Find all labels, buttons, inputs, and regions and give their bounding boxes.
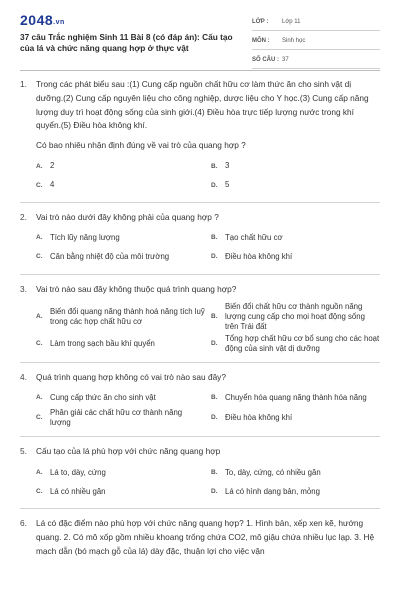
question-text: Trong các phát biểu sau :(1) Cung cấp nguồn chất hữu cơ làm thức ăn cho sinh vật dị dưỡng.(2) Cung cấp nguyên liệu cho công nghiệp, dược liệu cho Y học.(3) Cung cấp năng lượng duy trì hoạt động sống của sinh giới.(4) Điều hòa trực tiếp lượng nước trong khí quyển.(5) Điều hòa không khí. (36, 79, 369, 131)
question-number: 4. (20, 371, 27, 382)
option-letter: D. (211, 487, 218, 495)
option-letter: C. (36, 339, 43, 347)
header-divider (20, 70, 380, 71)
option-letter: D. (211, 414, 218, 422)
option-a[interactable] (36, 389, 205, 406)
option-text: 4 (50, 180, 55, 190)
question-number: 1. (20, 79, 27, 89)
question-text: Vai trò nào sau đây không thuộc quá trình quang hợp? (36, 283, 237, 294)
meta-value: Sinh học (282, 38, 306, 44)
option-text: Điều hòa không khí (225, 252, 293, 262)
option-letter: B. (211, 312, 218, 320)
option-letter: A. (36, 393, 43, 401)
logo-suffix: .vn (53, 19, 65, 26)
option-text: Biến đổi quang năng thành hoá năng tích luỹ trong các hợp chất hữu cơ (50, 306, 205, 326)
option-d[interactable] (211, 408, 380, 428)
document-title: 37 câu Trắc nghiệm Sinh 11 Bài 8 (có đáp án): Cấu tạo của lá và chức năng quang hợp ở thực vật (20, 32, 233, 53)
option-text: 2 (50, 161, 55, 171)
question-5 (20, 445, 380, 500)
meta-value: Lớp 11 (282, 19, 301, 25)
option-a[interactable] (36, 230, 205, 247)
options-grid (36, 389, 380, 428)
option-letter: C. (36, 487, 43, 495)
option-a[interactable] (36, 158, 205, 175)
option-text: Điều hòa không khí (225, 413, 293, 423)
option-c[interactable] (36, 334, 205, 354)
option-letter: B. (211, 162, 218, 170)
question-text: Lá có đặc điểm nào phù hợp với chức năng quang hợp? 1. Hình bản, xếp xen kẽ, hướng quang. 2. Có mô xốp gồm nhiều khoang trống chứa CO2, mô giậu chứa nhiều lục lạp. 3. Hệ mạch dẫn (bó mạch gỗ của lá) dày đặc, thuận lợi cho việc vận (36, 518, 375, 556)
option-b[interactable] (211, 302, 380, 332)
question-text: Quá trình quang hợp không có vai trò nào sau đây? (36, 371, 226, 382)
question-divider (20, 274, 380, 275)
option-text: 3 (225, 161, 230, 171)
option-text: Tổng hợp chất hữu cơ bổ sung cho các hoạt động của sinh vật dị dưỡng (225, 333, 380, 353)
option-letter: B. (211, 234, 218, 242)
option-text: To, dày, cứng, có nhiều gân (225, 467, 321, 477)
option-b[interactable] (211, 230, 380, 247)
option-text: Lá có hình dạng bản, mỏng (225, 486, 320, 496)
meta-label: SỐ CÂU : (252, 57, 279, 63)
option-a[interactable] (36, 464, 205, 481)
meta-table (252, 14, 380, 71)
meta-row-count (252, 52, 380, 69)
question-prompt: Có bao nhiêu nhận định đúng về vai trò của quang hợp ? (36, 140, 246, 151)
meta-label: LỚP : (252, 19, 269, 25)
meta-value: 37 (282, 57, 289, 63)
option-text: Tích lũy năng lượng (50, 233, 120, 243)
option-text: Phân giải các chất hữu cơ thành năng lượng (50, 408, 183, 428)
document-header (0, 0, 400, 68)
options-grid (36, 158, 380, 194)
question-text: Cấu tạo của lá phù hợp với chức năng quang hợp (36, 446, 221, 457)
option-letter: B. (211, 468, 218, 476)
option-c[interactable] (36, 177, 205, 194)
option-a[interactable] (36, 302, 205, 332)
question-1 (20, 78, 380, 194)
question-number: 2. (20, 211, 27, 222)
question-number: 6. (20, 518, 27, 529)
option-letter: D. (211, 181, 218, 189)
option-letter: B. (211, 393, 218, 401)
option-text: Lá có nhiều gân (50, 486, 106, 496)
option-d[interactable] (211, 249, 380, 266)
option-c[interactable] (36, 408, 205, 428)
option-text: Chuyển hóa quang năng thành hóa năng (225, 392, 367, 402)
site-logo[interactable] (20, 12, 65, 28)
option-letter: C. (36, 414, 43, 422)
option-text: Biến đổi chất hữu cơ thành nguồn năng lượng cung cấp cho mọi hoạt động sống trên Trái đất (225, 301, 365, 331)
question-number: 5. (20, 446, 27, 457)
question-6 (20, 517, 380, 558)
option-b[interactable] (211, 464, 380, 481)
question-text: Vai trò nào dưới đây không phải của quang hợp ? (36, 211, 219, 222)
option-c[interactable] (36, 483, 205, 500)
option-c[interactable] (36, 249, 205, 266)
option-letter: D. (211, 339, 218, 347)
option-letter: A. (36, 162, 43, 170)
option-text: Cung cấp thức ăn cho sinh vật (50, 392, 156, 402)
option-d[interactable] (211, 483, 380, 500)
option-letter: A. (36, 468, 43, 476)
option-text: Tạo chất hữu cơ (225, 233, 283, 243)
question-3 (20, 283, 380, 354)
option-d[interactable] (211, 334, 380, 354)
meta-row-grade (252, 14, 380, 31)
option-letter: A. (36, 312, 43, 320)
option-text: Cân bằng nhiệt độ của môi trường (50, 252, 170, 262)
option-letter: C. (36, 253, 43, 261)
option-text: Làm trong sạch bầu khí quyển (50, 338, 155, 348)
options-grid (36, 464, 380, 500)
option-b[interactable] (211, 389, 380, 406)
question-divider (20, 202, 380, 203)
option-letter: D. (211, 253, 218, 261)
question-2 (20, 211, 380, 266)
question-divider (20, 362, 380, 363)
option-text: 5 (225, 180, 230, 190)
meta-row-subject (252, 33, 380, 50)
question-4 (20, 371, 380, 429)
question-number: 3. (20, 283, 27, 294)
options-grid (36, 302, 380, 354)
option-b[interactable] (211, 158, 380, 175)
option-letter: A. (36, 234, 43, 242)
question-list (20, 78, 380, 559)
question-divider (20, 508, 380, 509)
logo-text: 2048 (20, 12, 54, 28)
question-divider (20, 436, 380, 437)
option-letter: C. (36, 181, 43, 189)
options-grid (36, 230, 380, 266)
meta-label: MÔN : (252, 38, 270, 44)
option-text: Lá to, dày, cứng (50, 467, 106, 477)
option-d[interactable] (211, 177, 380, 194)
